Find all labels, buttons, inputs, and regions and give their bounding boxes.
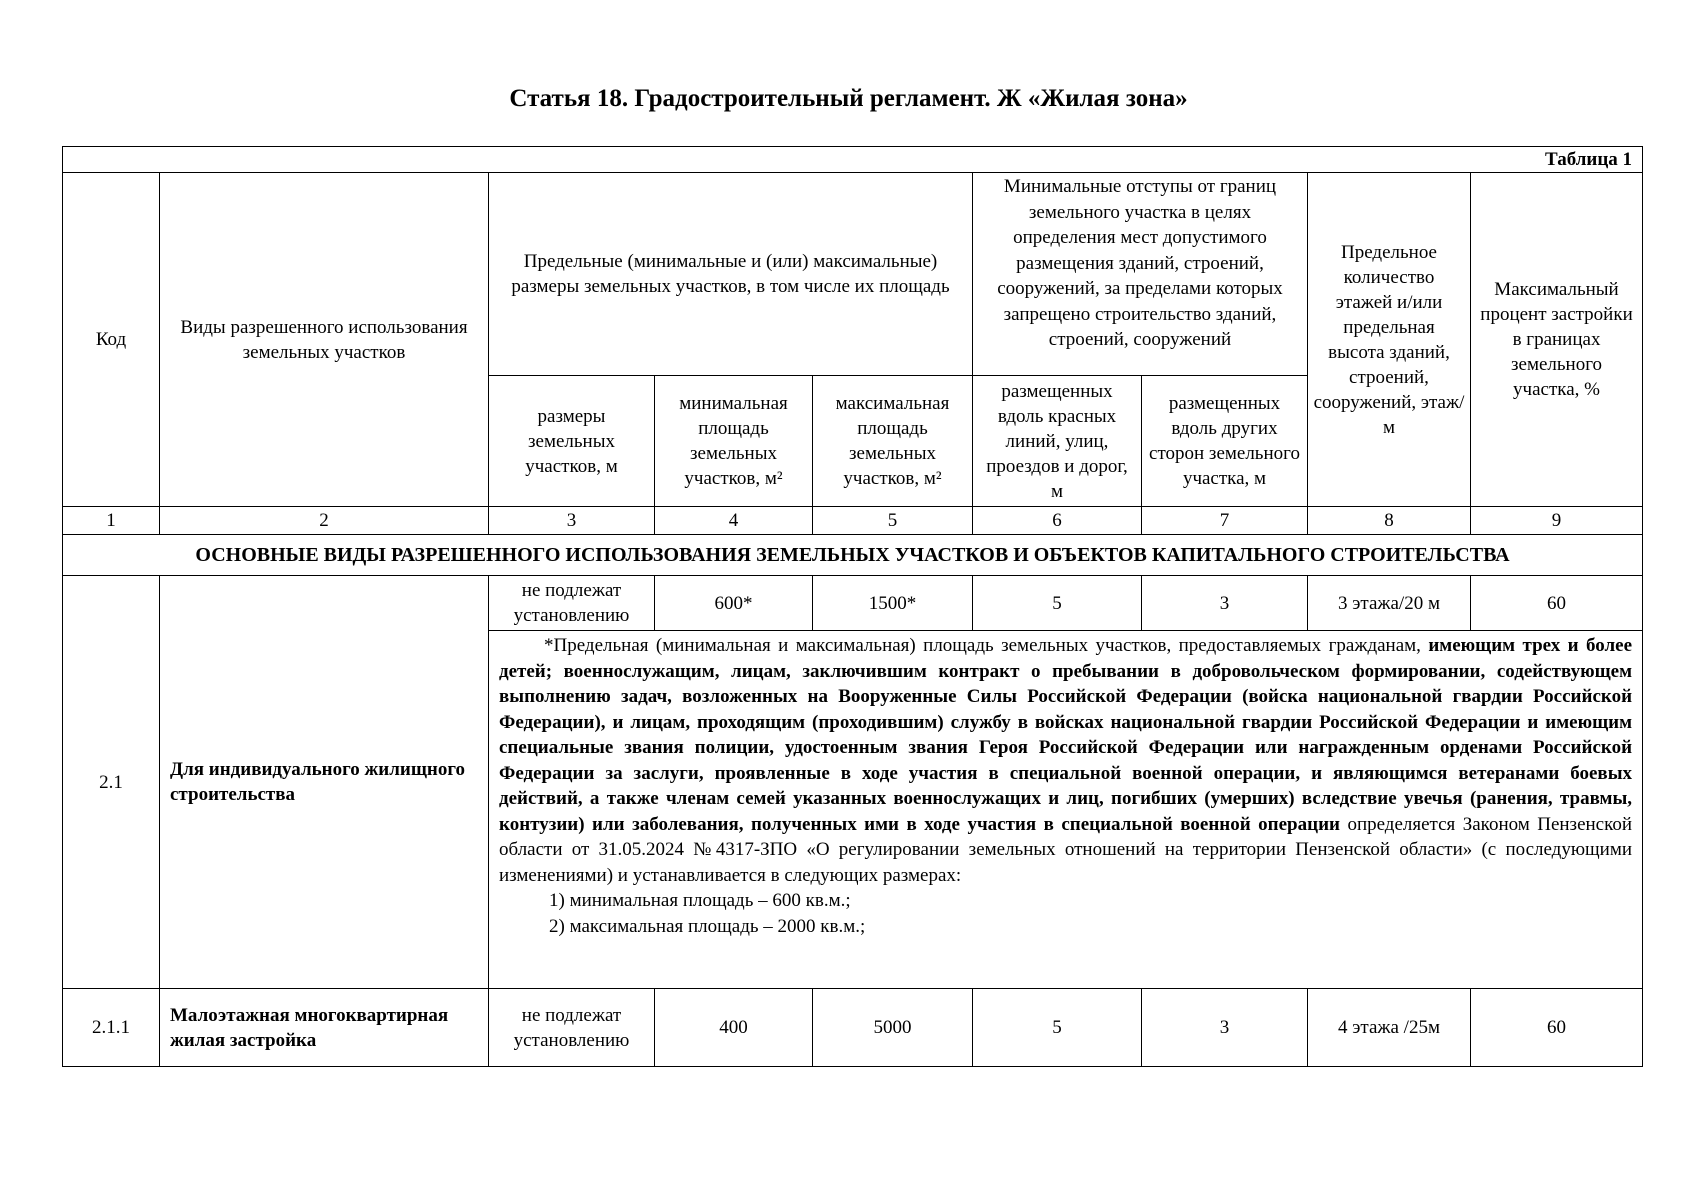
note-text: *Предельная (минимальная и максимальная) площадь земельных участков, предоставляемых гражданам, — [544, 635, 1429, 656]
column-number: 1 — [63, 507, 160, 535]
row-min-area: 600* — [655, 576, 813, 631]
column-number: 7 — [1142, 507, 1308, 535]
row-floors: 4 этажа /25м — [1308, 989, 1471, 1067]
row-max-area: 5000 — [813, 989, 973, 1067]
column-number-row — [63, 507, 1643, 535]
header-use-types: Виды разрешенного использования земельных участков — [160, 173, 489, 507]
header-max-floors: Предельное количество этажей и/или предельная высота зданий, строений, сооружений, этаж/м — [1308, 173, 1471, 507]
row-coverage: 60 — [1471, 989, 1643, 1067]
column-number: 8 — [1308, 507, 1471, 535]
column-number: 5 — [813, 507, 973, 535]
header-max-area: максимальная площадь земельных участков, м² — [813, 376, 973, 507]
table-row — [63, 989, 1643, 1067]
note-text-law: определяется Законом Пензенской области от 31.05.2024 №4317-ЗПО «О регулировании земельных отношений на территории Пензенской области» (с последующими изменениями) и устанавливается в следующих размерах: — [499, 813, 1633, 886]
column-number: 6 — [973, 507, 1142, 535]
table-row — [63, 576, 1643, 631]
row-code: 2.1 — [63, 576, 160, 989]
table-caption: Таблица 1 — [63, 147, 1643, 173]
column-number: 3 — [489, 507, 655, 535]
header-dimensions: размеры земельных участков, м — [489, 376, 655, 507]
column-number: 2 — [160, 507, 489, 535]
row-setback-red: 5 — [973, 576, 1142, 631]
header-size-group: Предельные (минимальные и (или) максимальные) размеры земельных участков, в том числе их площадь — [489, 173, 973, 376]
note-bold-text: имеющим трех и более детей; военнослужащим, лицам, заключившим контракт о пребывании в добровольческом формировании, содействующем выполнению задач, возложенных на Вооруженные Силы Российской Федерации (войска национальной гвардии Российской Федерации), и лицам, проходящим (проходившим) службу в войсках национальной гвардии Российской Федерации и имеющим специальные звания полиции, удостоенным звания Героя Российской Федерации или награжденным орденами Российской Федерации за заслуги, проявленные в ходе участия в специальной военной операции, и являющимся ветеранами боевых действий, а также членам семей указанных военнослужащих и лиц, погибших (умерших) вследствие увечья (ранения, травмы, контузии) или заболевания, полученных ими в ходе участия в специальной военной операции — [499, 635, 1633, 835]
row-dimensions: не подлежат установлению — [489, 989, 655, 1067]
header-max-coverage: Максимальный процент застройки в границах земельного участка, % — [1471, 173, 1643, 507]
note-list-item: 1) минимальная площадь – 600 кв.м.; — [549, 890, 851, 911]
column-number: 4 — [655, 507, 813, 535]
row-floors: 3 этажа/20 м — [1308, 576, 1471, 631]
row-coverage: 60 — [1471, 576, 1643, 631]
section-heading: ОСНОВНЫЕ ВИДЫ РАЗРЕШЕННОГО ИСПОЛЬЗОВАНИЯ ЗЕМЕЛЬНЫХ УЧАСТКОВ И ОБЪЕКТОВ КАПИТАЛЬНОГО СТРОИТЕЛЬСТВА — [63, 535, 1643, 576]
row-setback-red: 5 — [973, 989, 1142, 1067]
header-setback-other-sides: размещенных вдоль других сторон земельного участка, м — [1142, 376, 1308, 507]
header-min-area: минимальная площадь земельных участков, м² — [655, 376, 813, 507]
row-use-name: Для индивидуального жилищного строительства — [160, 576, 489, 989]
header-setback-group: Минимальные отступы от границ земельного участка в целях определения мест допустимого размещения зданий, строений, сооружений, за пределами которых запрещено строительство зданий, строений, сооружений — [973, 173, 1308, 376]
regulation-table — [62, 146, 1643, 1067]
row-max-area: 1500* — [813, 576, 973, 631]
note-list-item: 2) максимальная площадь – 2000 кв.м.; — [549, 915, 866, 937]
header-setback-red-lines: размещенных вдоль красных линий, улиц, проездов и дорог, м — [973, 376, 1142, 507]
row-code: 2.1.1 — [63, 989, 160, 1067]
column-number: 9 — [1471, 507, 1643, 535]
table-caption-row — [63, 147, 1643, 173]
row-setback-other: 3 — [1142, 989, 1308, 1067]
header-code: Код — [63, 173, 160, 507]
section-heading-row — [63, 535, 1643, 576]
header-row-1 — [63, 173, 1643, 376]
page-title: Статья 18. Градостроительный регламент. Ж «Жилая зона» — [509, 85, 1188, 112]
row-note — [489, 631, 1643, 989]
row-setback-other: 3 — [1142, 576, 1308, 631]
row-dimensions: не подлежат установлению — [489, 576, 655, 631]
row-use-name: Малоэтажная многоквартирная жилая застройка — [160, 989, 489, 1067]
row-min-area: 400 — [655, 989, 813, 1067]
